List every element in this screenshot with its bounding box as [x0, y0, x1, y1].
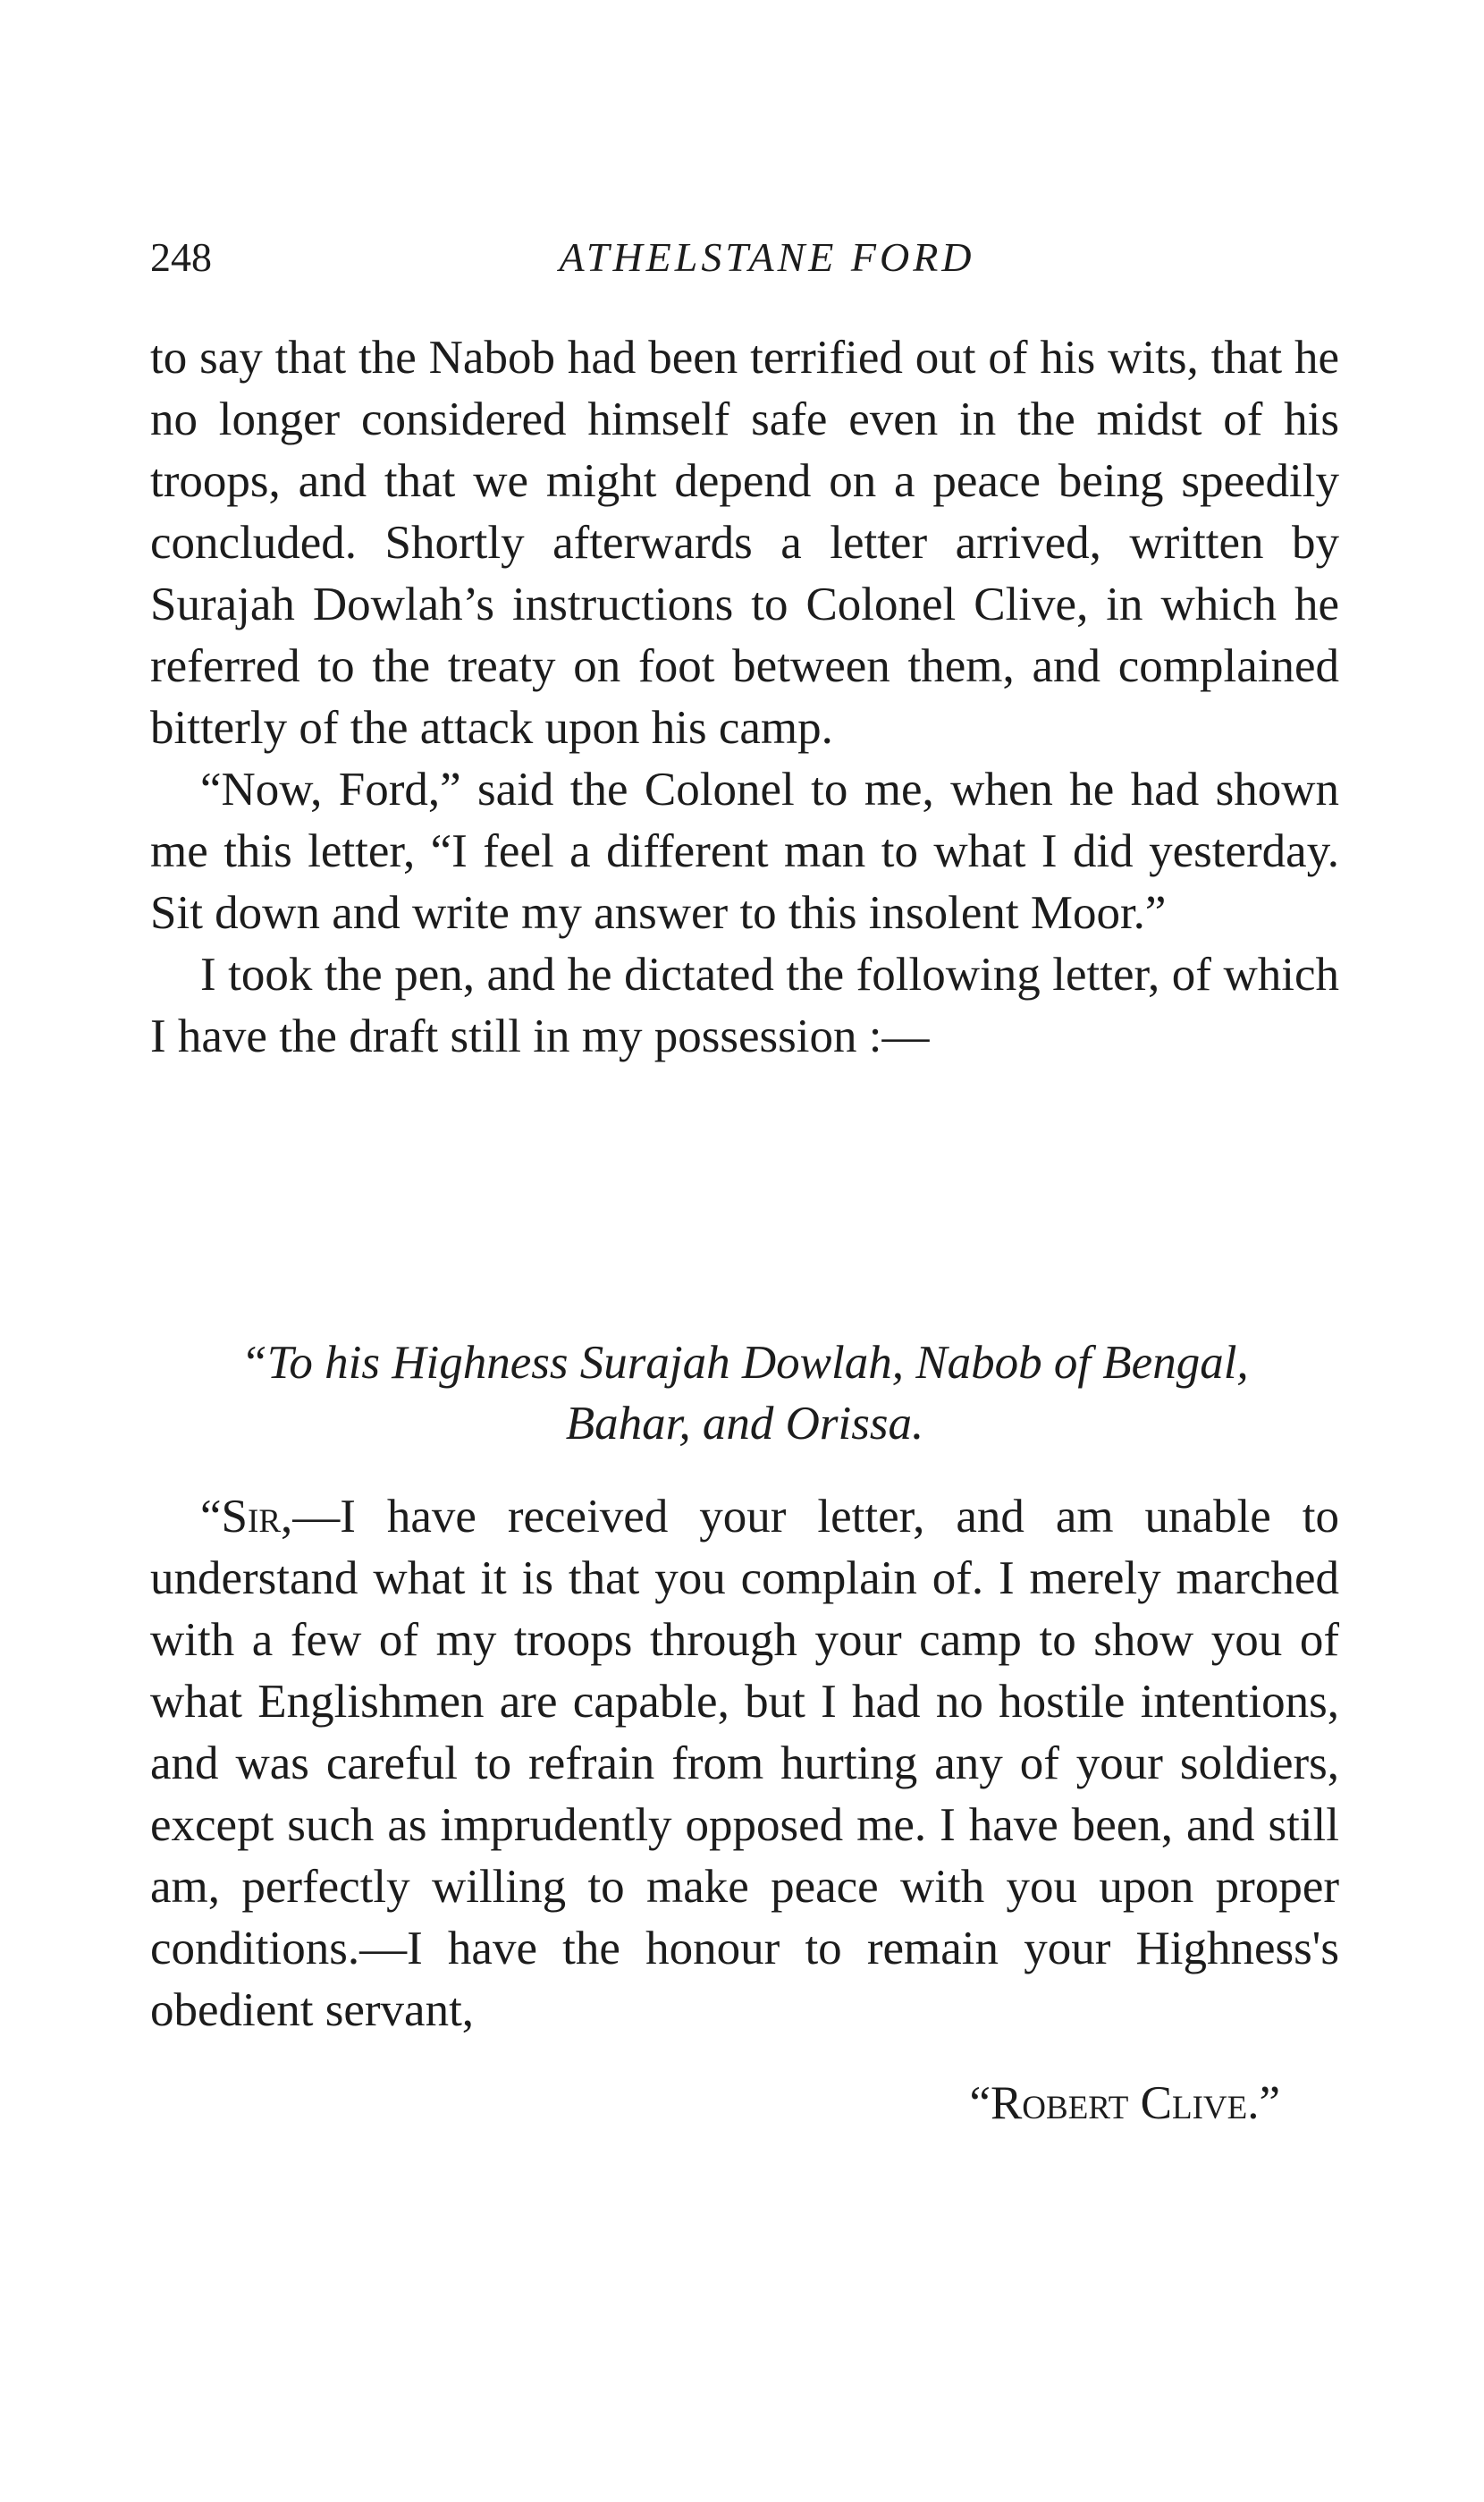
letter-paragraph	[150, 1486, 1339, 2041]
paragraph-1: to say that the Nabob had been terrified out of his wits, that he no longer considered himself safe even in the midst of his troops, and that we might depend on a peace being speedily concluded. Shortly afterwards a letter arrived, written by Surajah Dowlah’s instructions to Colonel Clive, in which he referred to the treaty on foot between them, and complained bitterly of the attack upon his camp.	[150, 332, 1339, 754]
letter-text: —I have received your letter, and am unable to understand what it is that you complain of. I merely marched with a few of my troops through your camp to show you of what Englishmen are capable, but I had no hostile intentions, and was careful to refrain from hurting any of your soldiers, except such as imprudently opposed me. I have been, and still am, perfectly willing to make peace with you upon proper conditions.—I have the honour to remain your Highness's obedient servant,	[150, 1491, 1339, 2036]
paragraph-3: I took the pen, and he dictated the following letter, of which I have the draft still in my possession :—	[150, 949, 1339, 1062]
letter-signature: “Robert Clive.”	[969, 2077, 1280, 2129]
letter-address	[150, 1332, 1339, 1454]
paragraph-2: “Now, Ford,” said the Colonel to me, when he had shown me this letter, “I feel a different man to what I did yesterday. Sit down and write my answer to this insolent Moor.”	[150, 764, 1339, 939]
address-line-1: “To his Highness Surajah Dowlah, Nabob of Bengal,	[240, 1337, 1249, 1389]
letter-salutation: “Sir,	[200, 1491, 293, 1543]
running-title: ATHELSTANE FORD	[559, 234, 975, 280]
page-number: 248	[150, 234, 212, 280]
page-header	[150, 231, 1339, 284]
narrative-text	[150, 327, 1339, 1068]
letter-body	[150, 1486, 1339, 2041]
address-line-2: Bahar, and Orissa.	[565, 1398, 924, 1450]
